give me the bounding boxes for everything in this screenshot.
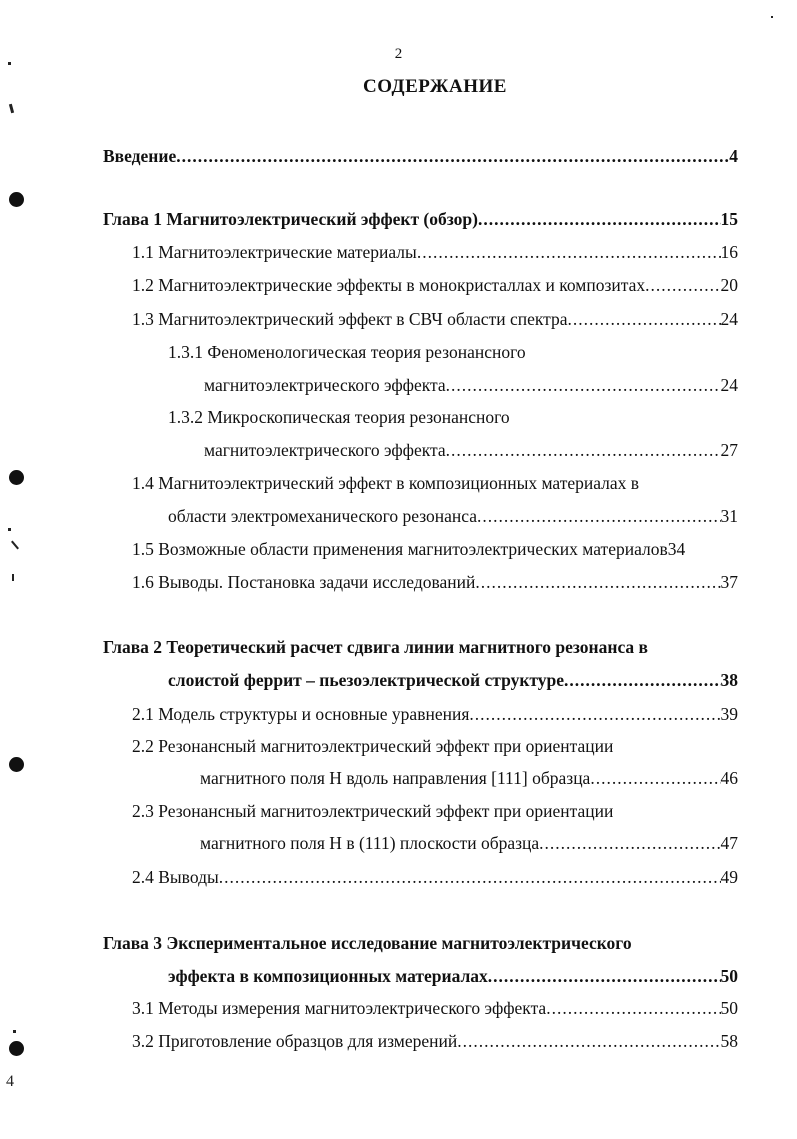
dot-leader — [645, 274, 720, 296]
toc-entry-text: 1.6 Выводы. Постановка задачи исследований — [132, 572, 476, 592]
toc-entry-1-4-cont[interactable] — [168, 505, 738, 527]
toc-page-number: 16 — [720, 242, 738, 262]
toc-entry-chapter-2[interactable] — [103, 636, 738, 658]
toc-page-number: 4 — [729, 146, 738, 166]
toc-entry-text: 2.1 Модель структуры и основные уравнения — [132, 704, 470, 724]
dot-leader — [417, 241, 721, 263]
toc-page-number: 46 — [720, 768, 738, 788]
toc-entry-2-3-cont[interactable] — [200, 832, 738, 854]
toc-page-number: 39 — [720, 704, 738, 724]
toc-entry-text: 2.3 Резонансный магнитоэлектрический эффект при ориентации — [132, 801, 614, 821]
toc-page-number: 47 — [720, 833, 738, 853]
dot-leader — [478, 208, 721, 230]
toc-page-number: 37 — [720, 572, 738, 592]
toc-entry-text: 1.3.2 Микроскопическая теория резонансного — [168, 407, 510, 427]
toc-entry-text: 3.1 Методы измерения магнитоэлектрического эффекта — [132, 998, 547, 1018]
toc-entry-text: 1.4 Магнитоэлектрический эффект в композиционных материалах в — [132, 473, 640, 493]
scan-speck — [8, 528, 11, 531]
dot-leader — [568, 308, 721, 330]
dot-leader — [564, 669, 720, 691]
toc-entry-chapter-1[interactable] — [103, 208, 738, 230]
dot-leader — [590, 767, 720, 789]
scan-speck — [9, 104, 14, 113]
toc-entry-1-6[interactable] — [132, 571, 738, 593]
dot-leader — [469, 703, 720, 725]
toc-page-number: 15 — [720, 209, 738, 229]
toc-entry-1-5[interactable] — [132, 538, 738, 560]
toc-entry-3-1[interactable] — [132, 997, 738, 1019]
scan-speck — [8, 62, 11, 65]
toc-page-number: 24 — [720, 309, 738, 329]
toc-entry-text: 1.5 Возможные области применения магнитоэлектрических материалов34 — [132, 539, 686, 559]
dot-leader — [477, 505, 720, 527]
toc-page-number: 38 — [720, 670, 738, 690]
scan-speck — [771, 16, 773, 18]
toc-entry-text: Введение — [103, 146, 177, 166]
toc-page-number: 27 — [720, 440, 738, 460]
toc-entry-text: Глава 2 Теоретический расчет сдвига линии магнитного резонанса в — [103, 637, 649, 657]
toc-entry-text: 1.3.1 Феноменологическая теория резонансного — [168, 342, 526, 362]
toc-page-number: 58 — [720, 1031, 738, 1051]
toc-entry-1-3-2-cont[interactable] — [204, 439, 738, 461]
binding-hole-mark — [9, 470, 24, 485]
toc-entry-1-1[interactable] — [132, 241, 738, 263]
margin-mark: 4 — [6, 1073, 14, 1090]
dot-leader — [446, 439, 721, 461]
toc-entry-text: магнитного поля H в (111) плоскости образца — [200, 833, 540, 853]
toc-page-number: 49 — [720, 867, 738, 887]
scan-speck — [13, 1030, 16, 1033]
toc-entry-2-2[interactable] — [132, 735, 738, 757]
toc-entry-1-3-2[interactable] — [168, 406, 738, 428]
toc-entry-text: области электромеханического резонанса — [168, 506, 478, 526]
toc-entry-text: магнитоэлектрического эффекта — [204, 375, 446, 395]
dot-leader — [176, 145, 729, 167]
dot-leader — [446, 374, 721, 396]
toc-entry-chapter-3[interactable] — [103, 932, 738, 954]
dot-leader — [475, 571, 720, 593]
toc-entry-1-2[interactable] — [132, 274, 738, 296]
toc-entry-2-1[interactable] — [132, 703, 738, 725]
toc-title: СОДЕРЖАНИЕ — [363, 76, 507, 97]
dot-leader — [219, 866, 721, 888]
toc-entry-intro[interactable] — [103, 145, 738, 167]
toc-entry-text: слоистой феррит – пьезоэлектрической структуре — [168, 670, 565, 690]
toc-page-number: 24 — [720, 375, 738, 395]
dot-leader — [539, 832, 720, 854]
toc-entry-chapter-2-cont[interactable] — [168, 669, 738, 691]
toc-entry-text: магнитоэлектрического эффекта — [204, 440, 446, 460]
scan-speck — [12, 574, 14, 581]
page-number: 2 — [394, 46, 403, 62]
dot-leader — [488, 965, 721, 987]
toc-entry-chapter-3-cont[interactable] — [168, 965, 738, 987]
binding-hole-mark — [9, 757, 24, 772]
toc-entry-1-4[interactable] — [132, 472, 738, 494]
toc-entry-text: 1.1 Магнитоэлектрические материалы — [132, 242, 417, 262]
dot-leader — [546, 997, 720, 1019]
toc-entry-text: 1.3 Магнитоэлектрический эффект в СВЧ области спектра — [132, 309, 568, 329]
toc-entry-text: 1.2 Магнитоэлектрические эффекты в монокристаллах и композитах — [132, 275, 646, 295]
toc-entry-text: 2.4 Выводы — [132, 867, 219, 887]
binding-hole-mark — [9, 192, 24, 207]
toc-entry-text: магнитного поля H вдоль направления [111] образца — [200, 768, 591, 788]
binding-hole-mark — [9, 1041, 24, 1056]
toc-entry-2-3[interactable] — [132, 800, 738, 822]
toc-page-number: 20 — [720, 275, 738, 295]
toc-entry-1-3-1[interactable] — [168, 341, 738, 363]
scan-speck — [11, 541, 19, 550]
toc-entry-3-2[interactable] — [132, 1030, 738, 1052]
toc-entry-text: 3.2 Приготовление образцов для измерений — [132, 1031, 458, 1051]
toc-entry-2-4[interactable] — [132, 866, 738, 888]
toc-entry-text: эффекта в композиционных материалах — [168, 966, 488, 986]
toc-entry-1-3-1-cont[interactable] — [204, 374, 738, 396]
dot-leader — [457, 1030, 720, 1052]
toc-page-number: 50 — [720, 966, 738, 986]
toc-page-number: 50 — [720, 998, 738, 1018]
toc-entry-text: Глава 3 Экспериментальное исследование магнитоэлектрического — [103, 933, 632, 953]
toc-entry-text: 2.2 Резонансный магнитоэлектрический эффект при ориентации — [132, 736, 614, 756]
toc-entry-text: Глава 1 Магнитоэлектрический эффект (обзор) — [103, 209, 478, 229]
toc-entry-2-2-cont[interactable] — [200, 767, 738, 789]
toc-page-number: 31 — [720, 506, 738, 526]
toc-entry-1-3[interactable] — [132, 308, 738, 330]
